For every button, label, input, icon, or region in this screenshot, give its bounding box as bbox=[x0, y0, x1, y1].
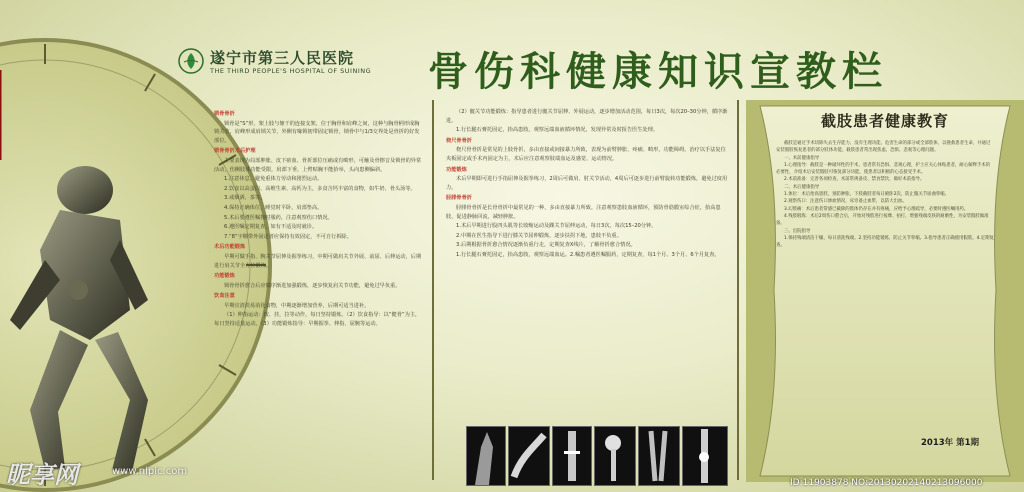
text-column-left bbox=[214, 108, 422, 480]
xray-image bbox=[552, 426, 592, 486]
xray-image-strip bbox=[466, 426, 728, 484]
column-divider bbox=[737, 100, 739, 480]
paragraph: 1.体位：术后抬高患肢，预防肿胀，下肢截肢者每日俯卧2次，防止髋关节屈曲挛缩。 bbox=[784, 192, 950, 198]
paragraph: 1.行长腿石膏托固定，抬高患肢，观察远端血液循环情况，发现异常及时报告医生处理。 bbox=[456, 127, 659, 134]
paragraph: 1.保持残端清洁干燥，每日清洗残端。2.坚持功能锻炼，防止关节挛缩。3.指导患者正确使用假肢。4.定期复查。 bbox=[776, 235, 994, 249]
list-item: 5.术后要遵医嘱按时服药，注意观察伤口情况。 bbox=[224, 214, 333, 221]
paragraph: 锁骨是“S”形，架上肢与躯干的连接支架，位于胸骨和肩峰之间，这种与胸骨柄形成胸锁关节，肩峰形成肩锁关节，外侧有喙锁韧带固定锁骨，锁骨中与1/3交界处是骨折的好发部位。 bbox=[214, 120, 420, 144]
section-heading: 功能锻炼 bbox=[214, 273, 235, 280]
paragraph: 1.心理指导：截肢是一种破坏性的手术，患者常有恐惧、悲观心理，护士应关心体贴患者，耐心解释手术的必要性，介绍术后安装假肢可恢复部分功能，使患者以积极的心态接受手术。 bbox=[776, 162, 991, 176]
list-item: 2.饮食以高蛋白、高维生素、高钙为主，多食含钙丰富的食物，如牛奶、骨头汤等。 bbox=[224, 185, 416, 192]
paragraph: 1.术后早期进行股四头肌等长收缩运动及踝关节屈伸运动，每日3次，每次15–20分钟。 bbox=[456, 223, 657, 230]
page-title: 骨伤科健康知识宣教栏 bbox=[428, 48, 888, 95]
amputation-education-panel bbox=[746, 100, 1024, 482]
xray-image bbox=[508, 426, 550, 486]
hospital-name-en: THE THIRD PEOPLE'S HOSPITAL OF SUINING bbox=[210, 67, 372, 75]
robot-figure-graphic bbox=[0, 150, 150, 480]
list-item: 6.遵医嘱定期复查，如有不适及时就诊。 bbox=[224, 224, 318, 231]
column-divider bbox=[432, 100, 434, 480]
issue-number: 2013年 第1期 bbox=[921, 438, 980, 448]
paragraph: 胫腓骨骨折是长骨骨折中最常见的一种，多由直接暴力所致。注意观察患肢血液循环，预防骨筋膜室综合征，抬高患肢，促进静脉回流，减轻肿胀。 bbox=[446, 204, 721, 220]
paragraph: 早期可做手指、腕关节屈伸及握拳练习，中期可做肩关节外展、前屈、后伸运动，后期进行肩关节全方位锻炼。 bbox=[214, 253, 422, 269]
paragraph: 2.术前准备：完善各项检查，术前常规备皮、禁食禁饮，做好术前指导。 bbox=[784, 177, 925, 183]
paragraph: 主要表现为局部肿胀、皮下瘀血、骨折部位压痛或有畸形，可触及骨擦音及锁骨的异常活动，伤侧肢体功能受限，肩部下垂，上臂贴胸不能抬举，头向患侧偏斜。 bbox=[214, 157, 422, 173]
watermark-id: ID:11903878 NO:20130202140213096000 bbox=[790, 478, 983, 488]
xray-image bbox=[682, 426, 728, 486]
section-heading: 饮食注意 bbox=[214, 293, 235, 300]
section-heading: 桡尺骨骨折 bbox=[446, 137, 472, 144]
paragraph: 2.观察伤口：注意伤口渗血情况，床旁备止血带，以防大出血。 bbox=[784, 199, 907, 205]
section-heading: 锁骨骨折 bbox=[214, 111, 235, 117]
paragraph: 锁骨骨折愈合后应循序渐进加强锻炼，逐步恢复肩关节功能，避免过早负重。 bbox=[224, 282, 401, 289]
paragraph: 2.中期在医生指导下进行膝关节屈伸锻炼，逐步扶拐下地，患肢不负重。 bbox=[456, 232, 622, 239]
paragraph: 截肢是通过手术切除失去生存能力、没有生理功能、危害生命的部分或全部肢体，以挽救患者生命，并通过安装假肢恢复患者的部分肢体功能。截肢患者常出现焦虑、恐惧、悲观等心理问题。 bbox=[776, 141, 991, 154]
panel-text bbox=[776, 140, 994, 440]
watermark-url[interactable]: www.nipic.com bbox=[112, 466, 188, 477]
watermark-logo: 昵享网 bbox=[6, 461, 78, 489]
paragraph: （1）伸指运动：按、挂，拉等动作，每日坚持锻炼。（2）饮食指导：以“健骨”为主，每日坚持适量运动。（3）功能锻炼指导：早期握拳、伸指、屈腕等运动。 bbox=[214, 312, 421, 328]
section-heading: 术后功能锻炼 bbox=[214, 244, 246, 251]
paragraph: 3.后期根据骨折愈合情况逐渐负重行走，定期复查X线片，了解骨折愈合情况。 bbox=[456, 242, 636, 249]
list-item: 7.“8”字绷带外固定者应保持有效固定，不可自行拆除。 bbox=[224, 233, 352, 240]
hospital-name-cn: 遂宁市第三人民医院 bbox=[210, 49, 355, 67]
panel-title: 截肢患者健康教育 bbox=[820, 112, 949, 130]
xray-image bbox=[594, 426, 636, 486]
section-heading: 功能锻炼 bbox=[446, 166, 467, 173]
paragraph: 桡尺骨骨折是常见的上肢骨折，多由直接或间接暴力所致，表现为前臂肿胀、疼痛、畸形，功能障碍。治疗以手法复位夹板固定或手术内固定为主，术后应注意观察肢端血运及感觉、运动情况。 bbox=[446, 147, 726, 162]
text-column-middle bbox=[446, 108, 729, 420]
hospital-logo-icon bbox=[178, 48, 204, 74]
section-heading: 胫腓骨骨折 bbox=[446, 195, 472, 202]
xray-image bbox=[466, 426, 506, 486]
section-heading: 锁骨骨折术后护理 bbox=[214, 148, 256, 155]
paragraph: 早期宜清淡易消化食物，中期逐渐增加营养，后期可适当进补。 bbox=[224, 302, 370, 309]
paragraph: （2）髋关节功能锻炼：指导患者进行髋关节屈伸、外展运动，逐步增加活动范围，每日3次，每次20–30分钟，循序渐进。 bbox=[446, 109, 728, 124]
list-item: 1.注意休息，避免重体力劳动和剧烈运动。 bbox=[224, 176, 323, 183]
paragraph: 术后早期即可进行手指屈伸及握拳练习，2周后可做肩、肘关节活动，4周后可逐步进行前臂旋转功能锻炼，避免过度用力。 bbox=[446, 176, 728, 191]
paragraph: 3.幻肢痛：术后患者常感已截除的肢体仍存在并有疼痛，应给予心理疏导，必要时遵医嘱用药。 bbox=[784, 206, 969, 212]
list-item: 4.保持正确体位，睡觉时平卧，肩部垫高。 bbox=[224, 204, 323, 211]
section-heading: 一、术前健康指导 bbox=[784, 155, 820, 161]
section-heading: 二、术后健康指导 bbox=[784, 184, 820, 190]
paragraph: 1.行长腿石膏托固定，抬高患肢，观察远端血运。2.嘱患者遵医嘱服药，定期复查，每1个月、3个月、6个月复查。 bbox=[456, 251, 720, 258]
section-heading: 三、出院指导 bbox=[784, 228, 811, 234]
list-item: 3.戒烟酒、茶等。 bbox=[224, 195, 266, 202]
paragraph: 4.残肢锻炼：术后2周伤口愈合后，开始对残肢进行按摩、拍打，增强残端皮肤的耐磨性，为安装假肢做准备。 bbox=[776, 213, 989, 227]
xray-image bbox=[638, 426, 680, 486]
